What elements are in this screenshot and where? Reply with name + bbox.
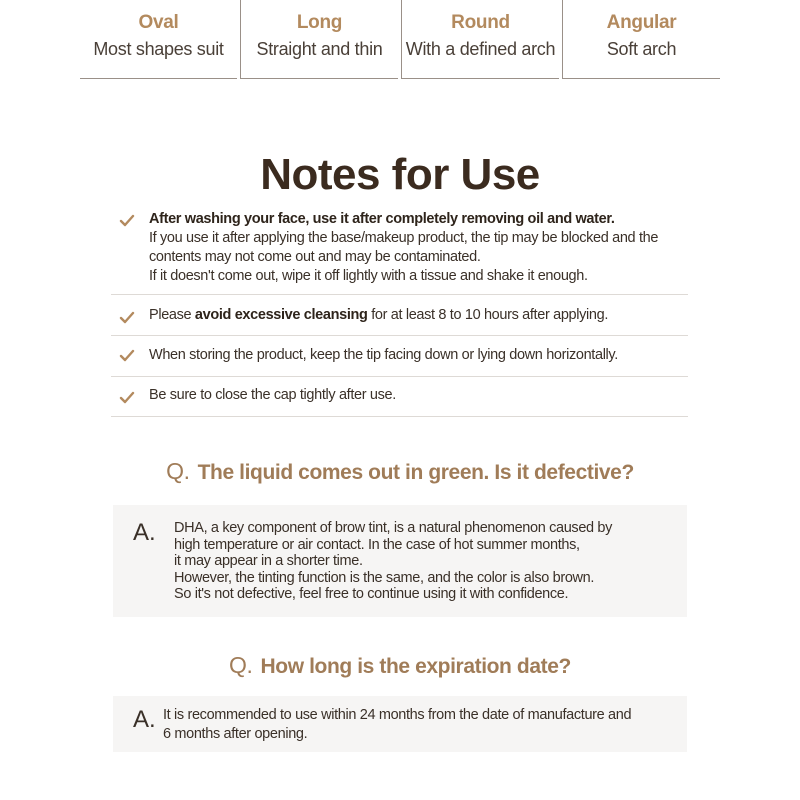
check-icon: [119, 391, 135, 405]
shape-angular[interactable]: [562, 0, 720, 79]
answer-text: [174, 520, 612, 603]
note-item: [111, 336, 688, 377]
note-item: [111, 377, 688, 417]
shape-long[interactable]: [240, 0, 398, 79]
shape-desc: Soft arch: [606, 39, 677, 59]
note-lead: After washing your face, use it after completely removing oil and water.: [149, 211, 615, 227]
answer-line: So it's not defective, feel free to continue using it with confidence.: [174, 586, 569, 602]
answer-line: DHA, a key component of brow tint, is a natural phenomenon caused by: [174, 520, 613, 536]
answer-line: However, the tinting function is the same, and the color is also brown.: [174, 569, 595, 586]
a-mark: A.: [133, 706, 156, 733]
q-mark: Q.: [229, 652, 253, 678]
answer-line: high temperature or air contact. In the case of hot summer months,: [174, 536, 580, 553]
note-item: [111, 202, 688, 295]
answer-text: [163, 706, 631, 744]
answer-line: it may appear in a shorter time.: [174, 553, 363, 569]
note-text: for at least 8 to 10 hours after applying.: [367, 307, 608, 323]
note-text: Be sure to close the cap tightly after use.: [149, 387, 396, 403]
question-text: The liquid comes out in green. Is it defective?: [197, 461, 634, 484]
note-text: Please: [149, 307, 195, 323]
question-text: How long is the expiration date?: [260, 655, 571, 678]
notes-list: [111, 202, 688, 417]
check-icon: [119, 214, 135, 228]
shape-name: Long: [296, 12, 343, 33]
answer-line: It is recommended to use within 24 months from the date of manufacture and: [163, 707, 632, 723]
note-line: contents may not come out and may be contaminated.: [149, 249, 481, 265]
note-item: [111, 295, 688, 336]
answer-line: 6 months after opening.: [163, 726, 308, 742]
shape-round[interactable]: [401, 0, 559, 79]
notes-title: Notes for Use: [260, 150, 540, 199]
faq-answer: [113, 505, 687, 617]
shape-name: Oval: [138, 12, 179, 33]
faq-question: [0, 458, 800, 485]
faq-question: [0, 652, 800, 679]
shape-desc: Straight and thin: [256, 39, 383, 59]
q-mark: Q.: [166, 458, 190, 484]
check-icon: [119, 311, 135, 325]
note-line: If you use it after applying the base/makeup product, the tip may be blocked and the: [149, 230, 659, 246]
brow-shape-tabs: [80, 0, 720, 80]
check-icon: [119, 349, 135, 363]
shape-desc: With a defined arch: [405, 39, 556, 59]
shape-name: Round: [451, 12, 510, 33]
faq-answer: [113, 696, 687, 752]
shape-name: Angular: [606, 12, 677, 33]
a-mark: A.: [133, 519, 156, 546]
note-line: If it doesn't come out, wipe it off lightly with a tissue and shake it enough.: [149, 268, 588, 284]
shape-oval[interactable]: [80, 0, 237, 79]
shape-desc: Most shapes suit: [93, 39, 224, 59]
note-emphasis: avoid excessive cleansing: [194, 307, 368, 323]
note-text: When storing the product, keep the tip facing down or lying down horizontally.: [149, 347, 618, 363]
